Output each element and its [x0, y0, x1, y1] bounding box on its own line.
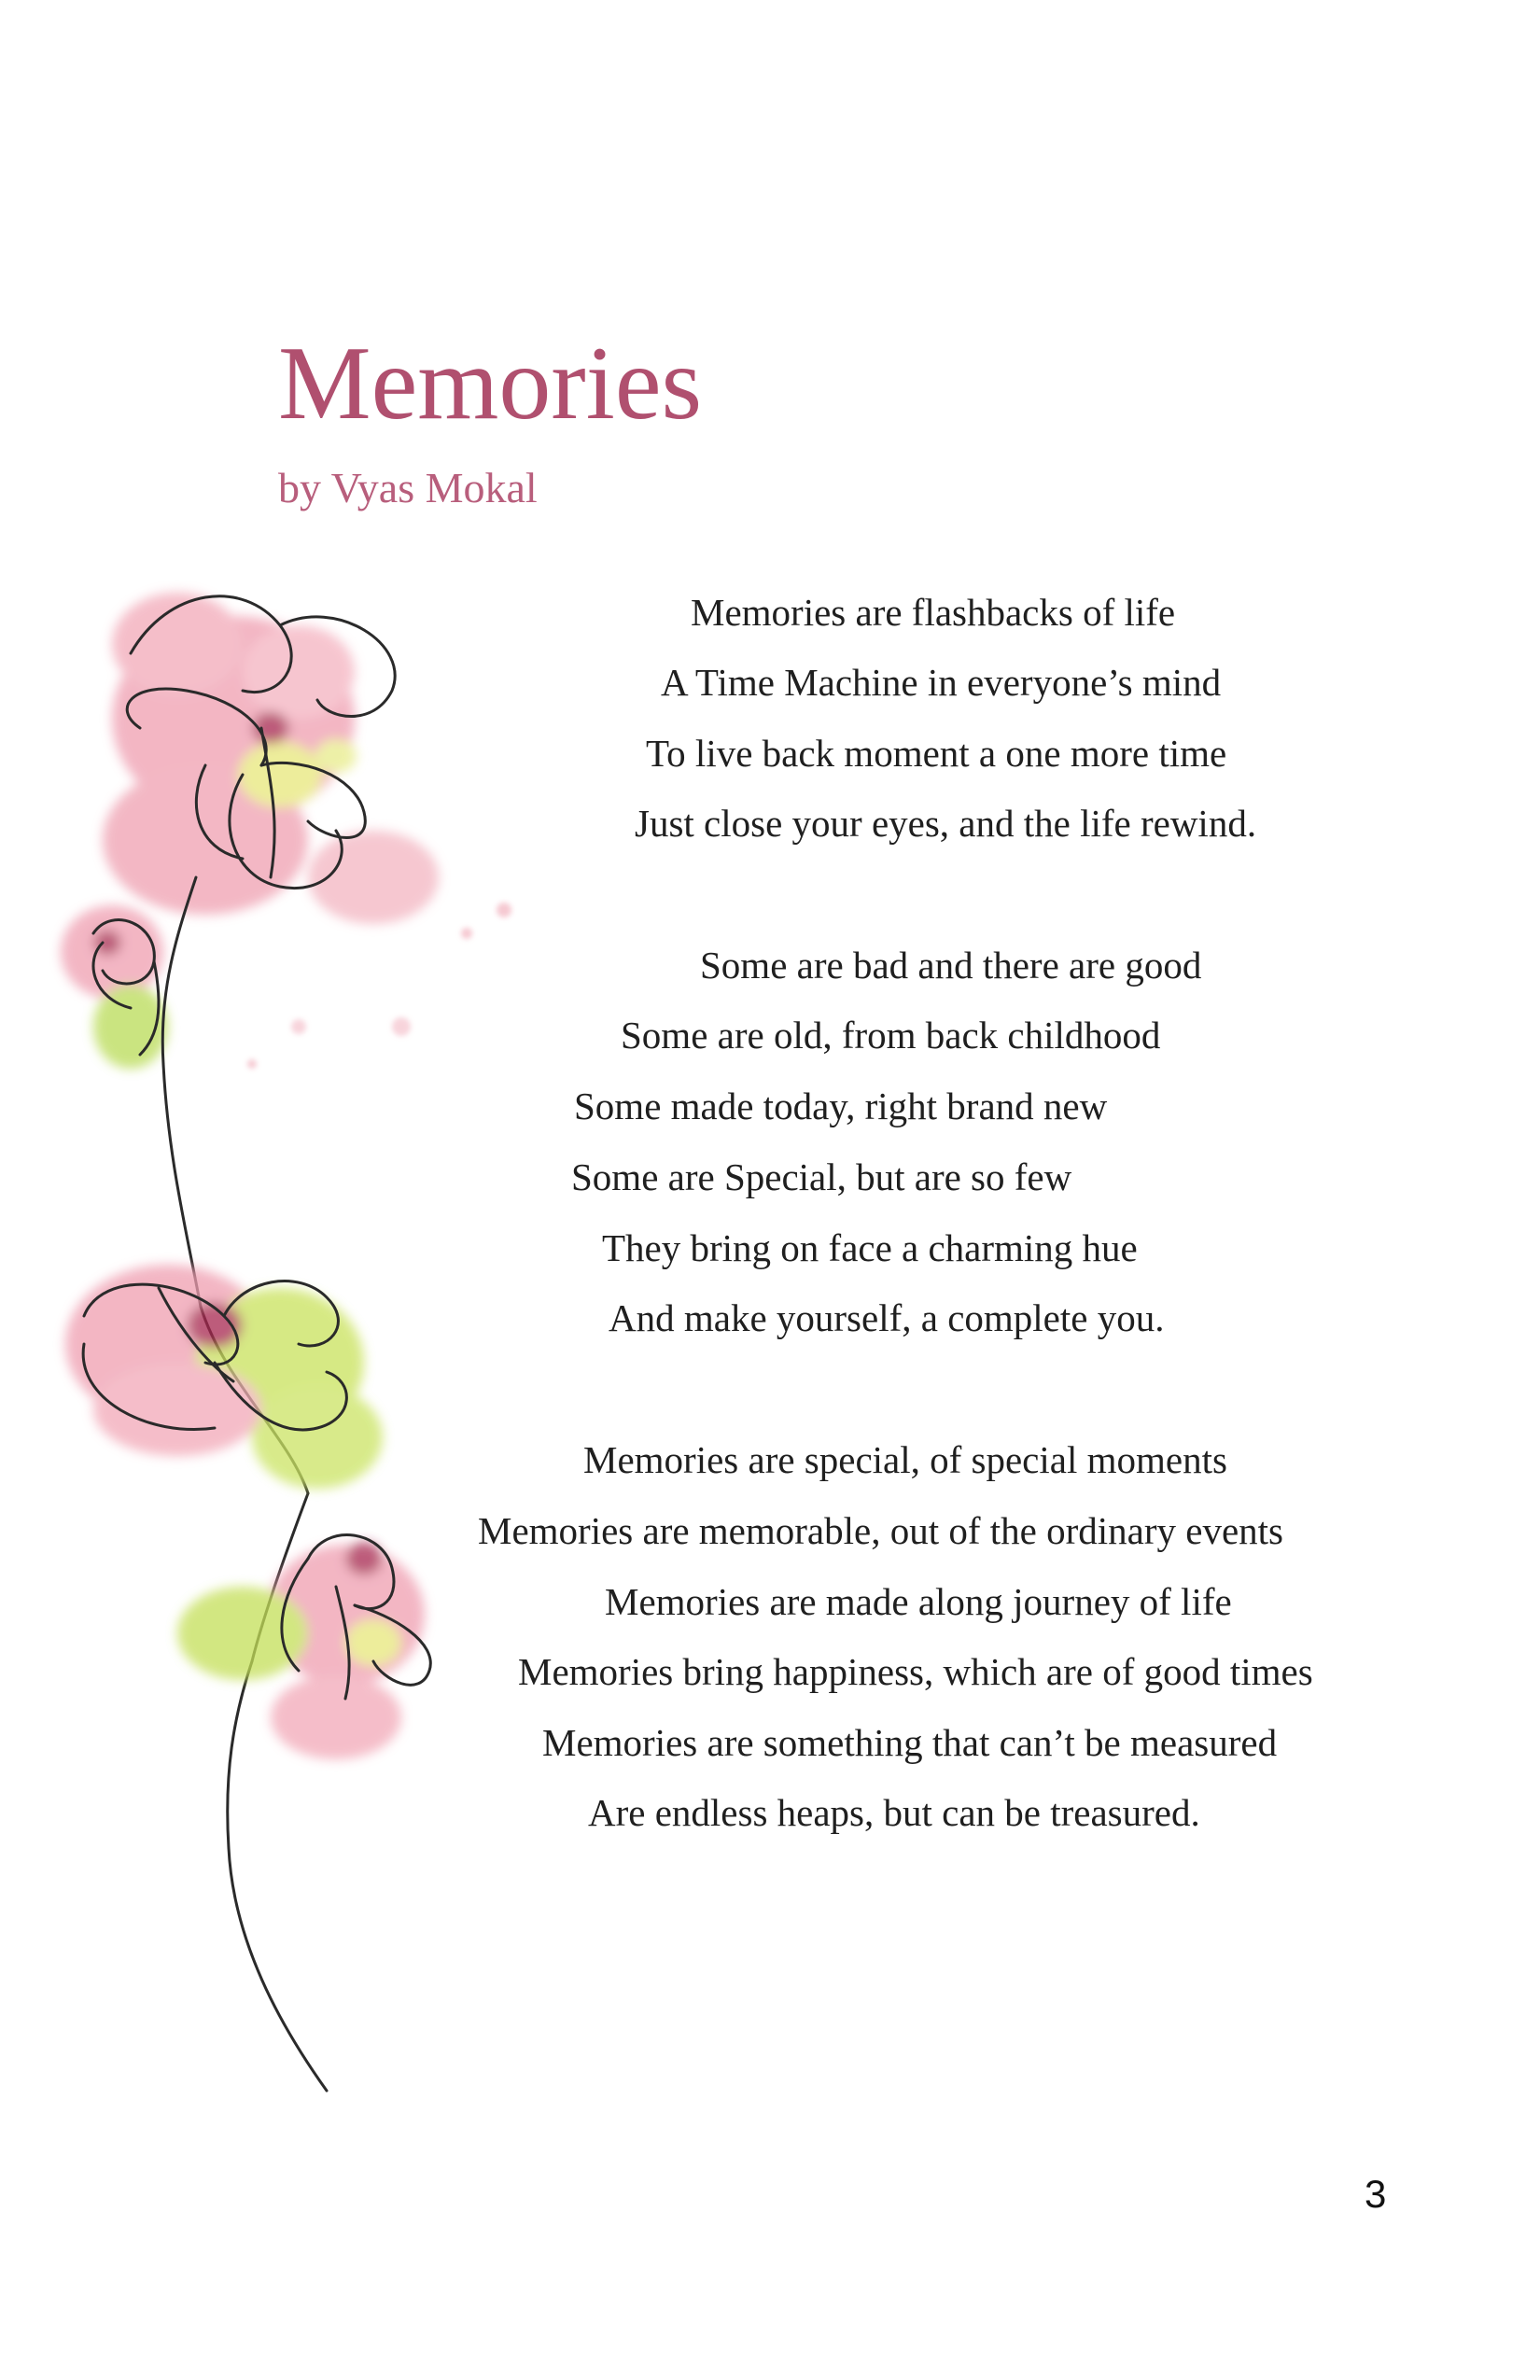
poem-line: Some are bad and there are good [700, 944, 1202, 987]
poem-line: Memories are something that can’t be measured [542, 1721, 1278, 1764]
poem-line: Just close your eyes, and the life rewind. [635, 802, 1257, 845]
poem-line: And make yourself, a complete you. [609, 1296, 1165, 1339]
poem-line: Memories bring happiness, which are of good times [518, 1650, 1313, 1693]
poem-line: Some are Special, but are so few [571, 1155, 1072, 1198]
flower-lower-icon [177, 1542, 425, 1759]
poem-line: Memories are made along journey of life [605, 1580, 1232, 1623]
poem-line: Are endless heaps, but can be treasured. [588, 1791, 1200, 1834]
poem-line: Some are old, from back childhood [621, 1014, 1161, 1057]
poem-line: Memories are memorable, out of the ordinary events [478, 1509, 1283, 1552]
poem-line: Memories are special, of special moments [583, 1438, 1227, 1481]
author-byline: by Vyas Mokal [278, 464, 538, 511]
poem-line: Some made today, right brand new [574, 1085, 1108, 1127]
page-title: Memories [278, 326, 703, 441]
poem-line: To live back moment a one more time [646, 732, 1227, 775]
flower-small-left-icon [61, 905, 168, 1069]
watercolor-flowers-illustration [0, 541, 523, 2128]
poem-line: A Time Machine in everyone’s mind [661, 661, 1222, 704]
poem-line: Memories are flashbacks of life [691, 591, 1176, 634]
page-number: 3 [1365, 2172, 1387, 2216]
poem-line: They bring on face a charming hue [602, 1226, 1138, 1269]
